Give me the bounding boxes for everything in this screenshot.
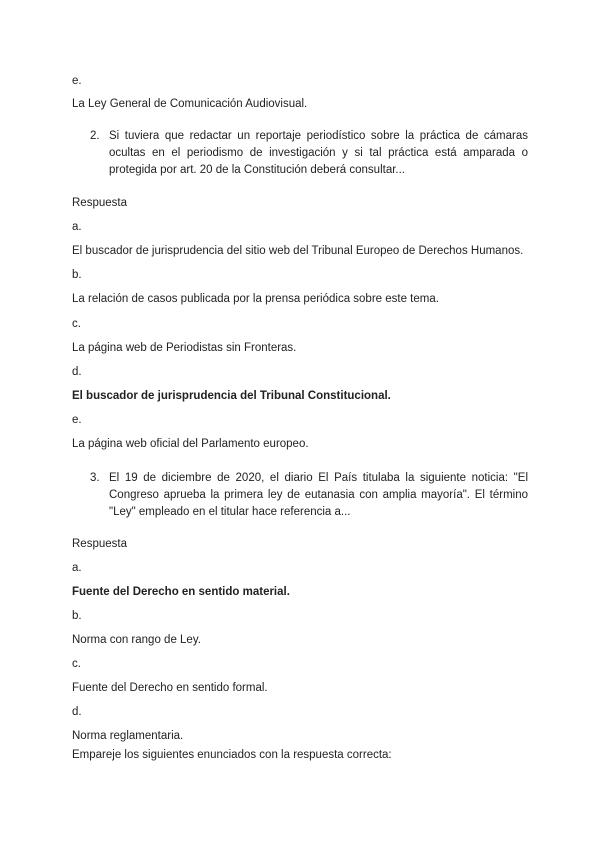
option-letter: d. <box>72 366 82 378</box>
option-letter: d. <box>72 706 82 718</box>
option-text: Norma reglamentaria. <box>72 730 184 742</box>
option-text-correct: Fuente del Derecho en sentido material. <box>72 586 290 598</box>
option-text: Norma con rango de Ley. <box>72 634 201 646</box>
option-text: La página web de Periodistas sin Fronteras. <box>72 342 297 354</box>
option-letter: e. <box>72 414 82 426</box>
option-letter: b. <box>72 610 82 622</box>
question-2 <box>72 128 528 179</box>
question-number: 3. <box>90 472 100 484</box>
option-text: Fuente del Derecho en sentido formal. <box>72 682 268 694</box>
question-text: El 19 de diciembre de 2020, el diario El País titulaba la siguiente noticia: "El Congreso aprueba la primera ley de eutanasia con amplia mayoría". El término "Ley" empleado en el titular hace referencia a... <box>109 472 528 518</box>
option-text: El buscador de jurisprudencia del sitio web del Tribunal Europeo de Derechos Humanos. <box>72 245 524 257</box>
option-letter: a. <box>72 221 82 233</box>
question-text: Si tuviera que redactar un reportaje periodístico sobre la práctica de cámaras ocultas en el periodismo de investigación y si tal práctica está amparada o protegida por art. 20 de la Constitución deberá consultar... <box>109 130 528 176</box>
answer-label: Respuesta <box>72 538 127 550</box>
option-text-correct: El buscador de jurisprudencia del Tribunal Constitucional. <box>72 390 391 402</box>
option-text: La página web oficial del Parlamento europeo. <box>72 438 309 450</box>
question-number: 2. <box>90 130 100 142</box>
option-letter: a. <box>72 562 82 574</box>
option-e-letter: e. <box>72 75 82 87</box>
option-letter: b. <box>72 269 82 281</box>
answer-label: Respuesta <box>72 197 127 209</box>
question-3 <box>72 470 528 521</box>
option-e-text: La Ley General de Comunicación Audiovisual. <box>72 98 308 110</box>
option-letter: c. <box>72 318 81 330</box>
option-text: La relación de casos publicada por la prensa periódica sobre este tema. <box>72 293 439 305</box>
option-letter: c. <box>72 658 81 670</box>
matching-instruction: Empareje los siguientes enunciados con la respuesta correcta: <box>72 749 392 761</box>
